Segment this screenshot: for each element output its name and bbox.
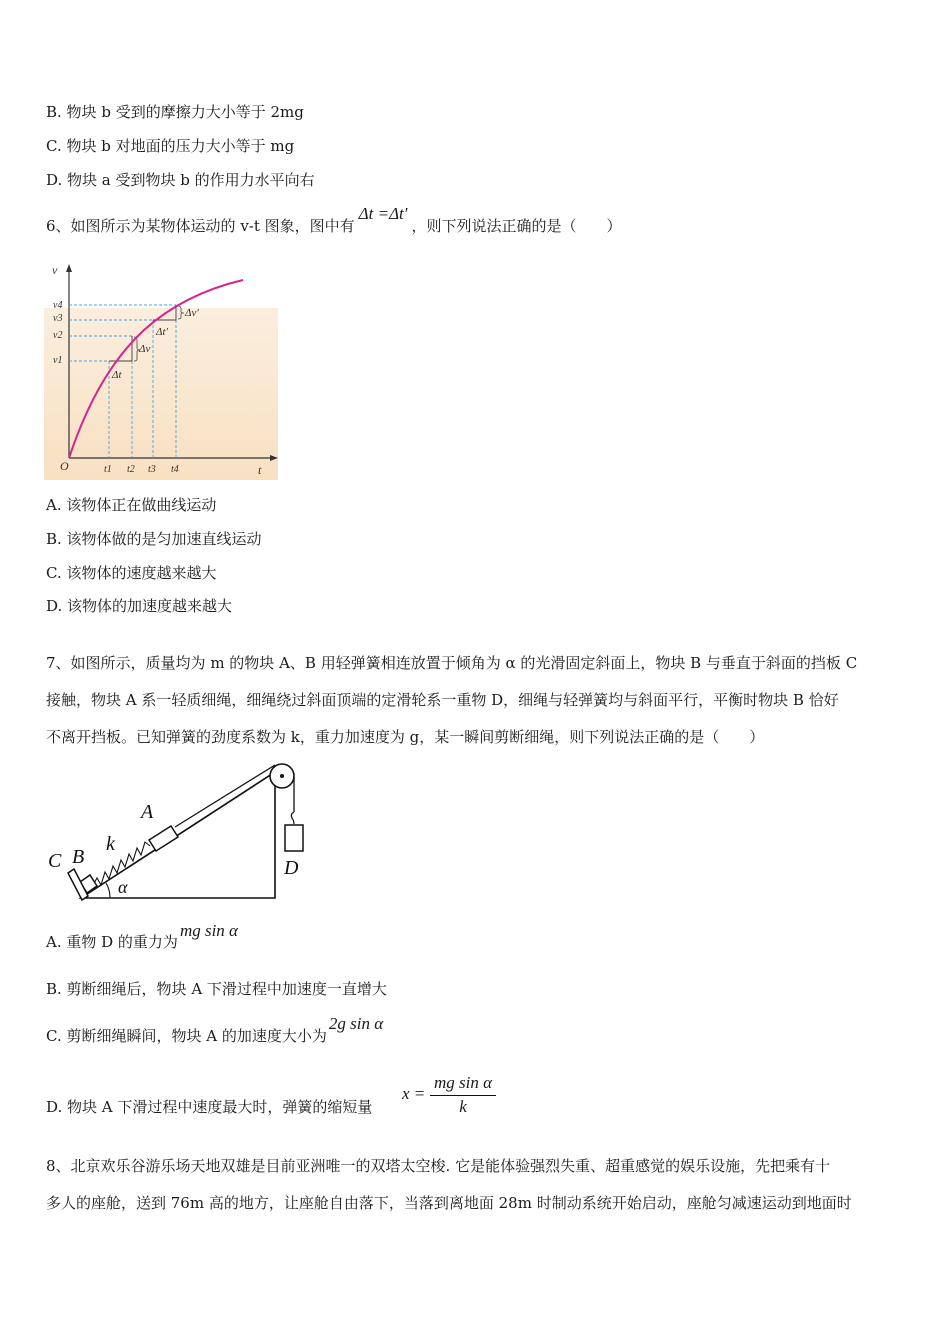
q5-option-c: C. 物块 b 对地面的压力大小等于 mg <box>46 137 295 155</box>
q6-stem <box>46 204 622 236</box>
q7-option-d-numerator: mg sin α <box>433 1073 493 1092</box>
q7-option-b: B. 剪断细绳后，物块 A 下滑过程中加速度一直增大 <box>46 980 387 998</box>
q7-pulley-axle <box>280 774 284 778</box>
q6-v-axis-arrow <box>66 264 72 272</box>
q6-vt-graph <box>44 258 278 480</box>
q6-tick-v3: v3 <box>53 313 63 324</box>
q6-stem-before: 6、如图所示为某物体运动的 v-t 图象，图中有 <box>46 217 355 235</box>
q6-tick-t2: t2 <box>127 464 135 475</box>
q7-block-a <box>149 826 178 851</box>
q7-incline-figure <box>44 760 314 905</box>
q7-option-d-fraction <box>428 1072 498 1118</box>
q7-option-c-text: C. 剪断细绳瞬间，物块 A 的加速度大小为 <box>46 1027 327 1045</box>
q6-label-dv-prime: Δv′ <box>185 307 199 319</box>
q6-label-dt: Δt <box>112 369 122 381</box>
q7-stem <box>46 645 908 756</box>
q7-option-c <box>46 1014 384 1046</box>
q7-angle-arc <box>106 883 110 898</box>
q8-stem <box>46 1148 908 1222</box>
q6-tick-t1: t1 <box>104 464 112 475</box>
q6-label-dt-prime: Δt′ <box>156 326 168 338</box>
q7-label-a: A <box>141 801 154 823</box>
q7-option-a-equation: mg sin α <box>179 921 238 940</box>
q6-option-c: C. 该物体的速度越来越大 <box>46 564 217 582</box>
q5-option-d: D. 物块 a 受到物块 b 的作用力水平向右 <box>46 171 315 189</box>
q7-option-a <box>46 921 238 952</box>
q6-option-d: D. 该物体的加速度越来越大 <box>46 597 233 615</box>
q6-tick-v1: v1 <box>53 355 63 366</box>
q6-axis-v-label: v <box>52 263 58 277</box>
q5-option-b: B. 物块 b 受到的摩擦力大小等于 2mg <box>46 103 304 121</box>
q7-stem-line-1: 7、如图所示，质量均为 m 的物块 A、B 用轻弹簧相连放置于倾角为 α 的光滑固定斜面上，物块 B 与垂直于斜面的挡板 C <box>46 654 858 672</box>
q6-option-a: A. 该物体正在做曲线运动 <box>46 496 217 514</box>
q7-stem-line-3: 不离开挡板。已知弹簧的劲度系数为 k，重力加速度为 g，某一瞬间剪断细绳，则下列说法正确的是（ ） <box>46 728 765 746</box>
q7-weight-d <box>285 825 303 851</box>
q6-origin-label: O <box>60 459 69 473</box>
q7-label-alpha: α <box>118 877 128 897</box>
q6-tick-v2: v2 <box>53 330 63 341</box>
q7-label-k: k <box>106 833 115 855</box>
q6-option-b: B. 该物体做的是匀加速直线运动 <box>46 530 262 548</box>
q6-axis-t-label: t <box>258 463 262 477</box>
q8-stem-line-2: 多人的座舱，送到 76m 高的地方，让座舱自由落下，当落到离地面 28m 时制动系统开始启动，座舱匀减速运动到地面时 <box>46 1194 852 1212</box>
q7-label-b: B <box>72 846 85 868</box>
q7-hook <box>291 812 294 824</box>
q7-option-d: D. 物块 A 下滑过程中速度最大时，弹簧的缩短量 <box>46 1098 373 1116</box>
q7-stem-line-2: 接触，物块 A 系一轻质细绳，细绳绕过斜面顶端的定滑轮系一重物 D，细绳与轻弹簧均与斜面平行，平衡时物块 B 恰好 <box>46 691 839 709</box>
q6-tick-t3: t3 <box>148 464 156 475</box>
q6-stem-equation: Δt =Δt′ <box>358 204 408 223</box>
q7-label-d: D <box>284 857 299 879</box>
q7-string-incline <box>175 765 275 827</box>
q7-option-d-lhs: x = <box>402 1084 426 1103</box>
q6-stem-after: ，则下列说法正确的是（ ） <box>411 217 622 235</box>
q7-option-a-text: A. 重物 D 的重力为 <box>46 933 178 951</box>
q7-label-c: C <box>48 850 62 872</box>
q8-stem-line-1: 8、北京欢乐谷游乐场天地双雄是目前亚洲唯一的双塔太空梭. 它是能体验强烈失重、超重感觉的娱乐设施，先把乘有十 <box>46 1157 831 1175</box>
q6-tick-v4: v4 <box>53 300 63 311</box>
q7-option-d-denominator: k <box>459 1097 467 1116</box>
q6-tick-t4: t4 <box>171 464 179 475</box>
q7-option-c-equation: 2g sin α <box>328 1014 384 1033</box>
q6-label-dv: Δv <box>139 343 151 355</box>
